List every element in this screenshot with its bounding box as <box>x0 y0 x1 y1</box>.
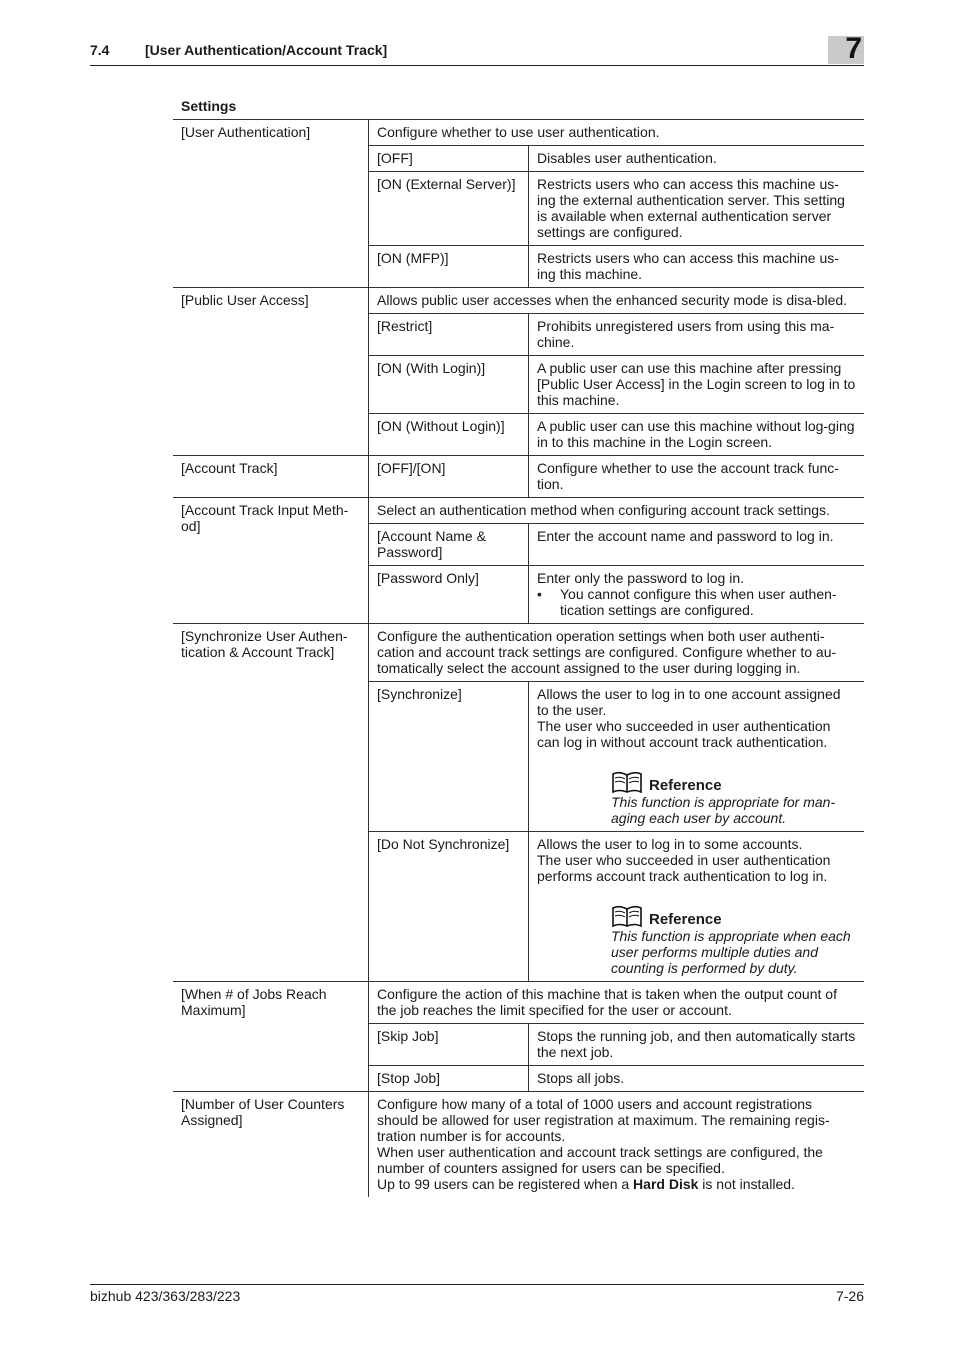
page-footer <box>90 1284 864 1304</box>
option-label: [ON (External Server)] <box>369 172 529 246</box>
bullet-text: You cannot configure this when user authen-tication settings are configured. <box>560 586 837 618</box>
book-icon <box>611 770 643 794</box>
option-description: Enter the account name and password to log in. <box>529 524 865 566</box>
chapter-number: 7 <box>845 32 862 65</box>
setting-description <box>377 1176 856 1192</box>
desc-text: Up to 99 users can be registered when a <box>377 1176 634 1192</box>
option-cell <box>529 682 865 832</box>
option-label: [Do Not Synchronize] <box>369 832 529 982</box>
reference-note <box>537 904 856 976</box>
page-header <box>90 32 864 66</box>
setting-description: Allows public user accesses when the enhanced security mode is disa-bled. <box>369 288 865 314</box>
option-label: [Synchronize] <box>369 682 529 832</box>
option-description: Stops the running job, and then automatically starts the next job. <box>529 1024 865 1066</box>
section-number: 7.4 <box>90 42 110 58</box>
option-label: [Stop Job] <box>369 1066 529 1092</box>
option-label: [Skip Job] <box>369 1024 529 1066</box>
reference-heading <box>611 770 856 794</box>
setting-description: Select an authentication method when configuring account track settings. <box>369 498 865 524</box>
option-description: Configure whether to use the account track func-tion. <box>529 456 865 498</box>
option-description: A public user can use this machine after pressing [Public User Access] in the Login screen to log in to this machine. <box>529 356 865 414</box>
reference-heading <box>611 904 856 928</box>
table-row <box>173 1092 864 1198</box>
setting-description: Configure how many of a total of 1000 users and account registrations should be allowed for user registration at maximum. The remaining regis-tration number is for accounts. <box>377 1096 830 1144</box>
setting-description: Configure the action of this machine that is taken when the output count of the job reaches the limit specified for the user or account. <box>369 982 865 1024</box>
table-row <box>173 624 864 682</box>
model-name: bizhub 423/363/283/223 <box>90 1288 241 1304</box>
option-description: Stops all jobs. <box>529 1066 865 1092</box>
setting-name: [Account Track] <box>173 456 369 498</box>
option-cell <box>529 832 865 982</box>
option-description: Allows the user to log in to one account assigned to the user. <box>537 686 841 718</box>
setting-description: Configure whether to use user authentication. <box>369 120 865 146</box>
option-description: Disables user authentication. <box>529 146 865 172</box>
setting-name: [Account Track Input Meth-od] <box>173 498 369 624</box>
setting-name: [User Authentication] <box>173 120 369 288</box>
chapter-tab <box>828 32 864 65</box>
settings-table <box>173 119 864 1197</box>
section-title: [User Authentication/Account Track] <box>145 42 388 58</box>
table-row <box>173 288 864 314</box>
table-row <box>173 120 864 146</box>
option-description: Restricts users who can access this machine us-ing this machine. <box>529 246 865 288</box>
option-label: [OFF] <box>369 146 529 172</box>
setting-description: When user authentication and account track settings are configured, the number of counters assigned for users can be specified. <box>377 1144 823 1176</box>
option-label: [Restrict] <box>369 314 529 356</box>
option-label: [OFF]/[ON] <box>369 456 529 498</box>
setting-name: [When # of Jobs Reach Maximum] <box>173 982 369 1092</box>
setting-name: [Number of User Counters Assigned] <box>173 1092 369 1198</box>
hard-disk-term: Hard Disk <box>633 1176 699 1192</box>
setting-name: [Synchronize User Authen-tication & Account Track] <box>173 624 369 982</box>
option-description: The user who succeeded in user authentication performs account track authentication to log in. <box>537 852 831 884</box>
bullet-icon: • <box>537 586 542 602</box>
option-label: [Account Name & Password] <box>369 524 529 566</box>
settings-heading: Settings <box>181 98 237 114</box>
option-label: [ON (MFP)] <box>369 246 529 288</box>
option-cell <box>529 566 865 624</box>
reference-title: Reference <box>649 777 722 794</box>
option-description: Enter only the password to log in. <box>537 570 745 586</box>
table-row <box>173 982 864 1024</box>
page-number: 7-26 <box>835 1288 864 1304</box>
option-label: [Password Only] <box>369 566 529 624</box>
option-description: Allows the user to log in to some accounts. <box>537 836 803 852</box>
option-description: The user who succeeded in user authentication can log in without account track authentication. <box>537 718 831 750</box>
reference-title: Reference <box>649 911 722 928</box>
setting-description: Configure the authentication operation settings when both user authenti-cation and account track settings are configured. Configure whether to au-tomatically select the account assigned to the user during logging in. <box>369 624 865 682</box>
bullet-item <box>537 586 856 618</box>
table-row <box>173 456 864 498</box>
option-description: A public user can use this machine without log-ging in to this machine in the Login screen. <box>529 414 865 456</box>
setting-description-cell <box>369 1092 865 1198</box>
reference-text: This function is appropriate when each user performs multiple duties and counting is performed by duty. <box>611 928 851 976</box>
setting-name: [Public User Access] <box>173 288 369 456</box>
option-label: [ON (Without Login)] <box>369 414 529 456</box>
reference-text: This function is appropriate for man-aging each user by account. <box>611 794 836 826</box>
book-icon <box>611 904 643 928</box>
reference-note <box>537 770 856 826</box>
table-row <box>173 498 864 524</box>
option-description: Restricts users who can access this machine us-ing the external authentication server. This setting is available when external authentication server settings are configured. <box>529 172 865 246</box>
desc-text: is not installed. <box>698 1176 795 1192</box>
option-description: Prohibits unregistered users from using this ma-chine. <box>529 314 865 356</box>
option-label: [ON (With Login)] <box>369 356 529 414</box>
